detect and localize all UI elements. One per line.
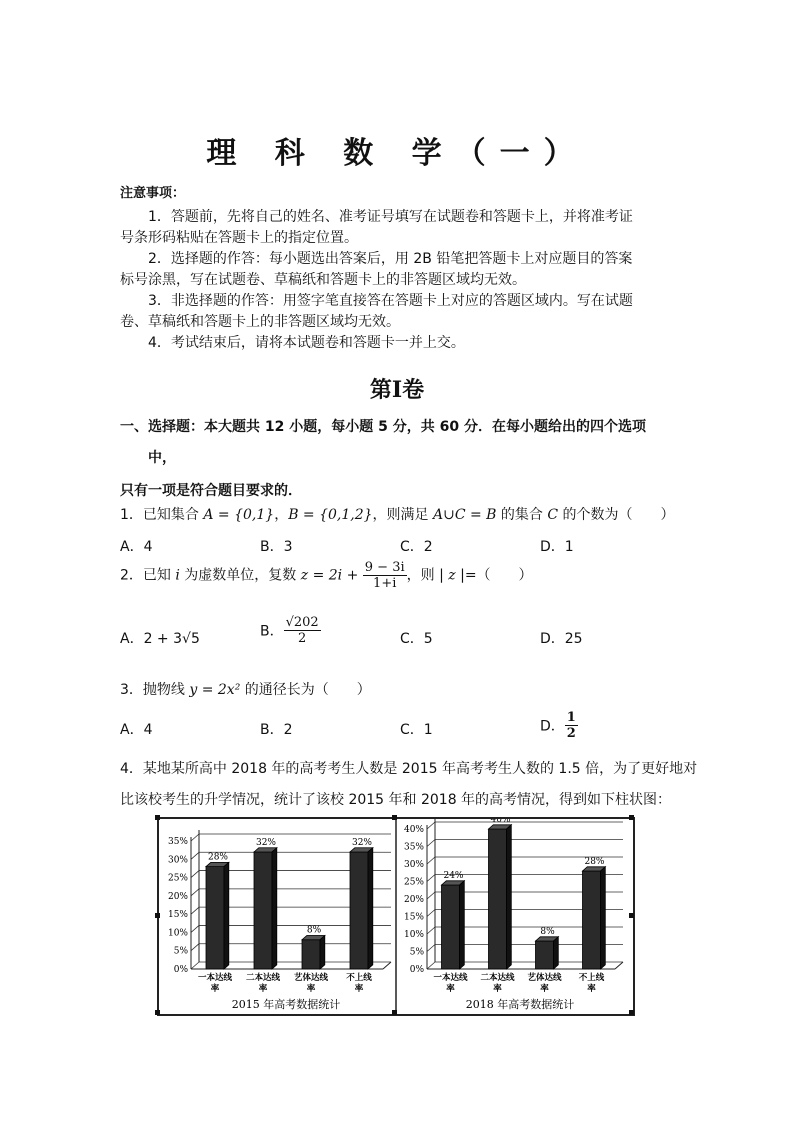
y-tick-label: 15% [167,910,188,921]
notice-line: 标号涂黑，写在试题卷、草稿纸和答题卡上的非答题区域均无效。 [120,272,526,288]
grid-diagonal [191,889,199,896]
x-tick-label: 不上线 [346,973,372,983]
q3-option-d: D． $\frac{1}{2}$ [540,710,576,741]
bar [350,852,368,969]
y-tick-label: 15% [403,912,424,923]
resize-handle [155,1010,160,1015]
floor-edge [383,962,391,969]
bar [536,941,554,969]
part1-heading-cont2: 只有一项是符合题目要求的． [120,483,302,499]
bar-side [224,862,229,969]
y-tick-label: 10% [167,928,188,939]
question-4-line1: 4．某地某所高中 2018 年的高考考生人数是 2015 年高考考生人数的 1.5 倍，为了更好地对 [120,761,698,777]
question-1: 1．已知集合 A = {0,1}，B = {0,1,2}，则满足 A∪C = B 的集合 C 的个数为（ ） [120,507,675,523]
q2-option-c: C．5 [400,631,433,647]
part1-heading: 一、选择题：本大题共 12 小题，每小题 5 分，共 60 分．在每小题给出的四个选项 [120,419,646,435]
notice-heading: 注意事项： [120,186,186,201]
y-tick-label: 5% [409,947,424,958]
notice-line: 2．选择题的作答：每小题选出答案后，用 2B 铅笔把答题卡上对应题目的答案 [148,251,633,267]
grid-diagonal [191,871,199,878]
y-tick-label: 0% [173,965,188,975]
notice-line: 4．考试结束后，请将本试题卷和答题卡一并上交。 [148,335,465,351]
x-tick-label: 率 [210,984,220,994]
bar-side [554,937,559,969]
bar-side [601,867,606,969]
grid-diagonal [191,962,199,969]
y-tick-label: 40% [403,825,424,835]
q1-option-d: D．1 [540,539,574,555]
y-tick-label: 35% [403,842,424,853]
grid-diagonal [427,857,435,864]
grid-diagonal [427,962,435,969]
bar [489,829,507,969]
x-tick-label: 率 [587,984,596,994]
x-tick-label: 率 [258,984,268,994]
figure-frame [157,817,635,1016]
y-tick-label: 5% [173,946,188,957]
y-tick-label: 0% [409,965,424,975]
q3-option-a: A．4 [120,722,153,738]
grid-diagonal [191,852,199,859]
grid-diagonal [191,907,199,914]
floor-edge [615,962,623,969]
page-title: 理 科 数 学（一） [206,136,588,171]
y-tick-label: 30% [167,855,188,866]
bar [583,871,601,969]
x-tick-label: 率 [540,984,549,994]
grid-diagonal [427,875,435,882]
notice-line: 卷、草稿纸和答题卡上的非答题区域均无效。 [120,314,400,330]
data-label: 40% [490,819,511,825]
x-tick-label: 率 [354,984,364,994]
grid-diagonal [427,927,435,934]
grid-diagonal [191,944,199,951]
x-tick-label: 艺体达线 [293,973,329,983]
question-4-line2: 比该校考生的升学情况，统计了该校 2015 年和 2018 年的高考情况，得到如下柱状图： [120,792,672,808]
grid-diagonal [427,945,435,952]
x-tick-label: 率 [446,984,455,994]
bar [302,940,320,969]
chart-title: 2018 年高考数据统计 [465,998,575,1011]
question-3: 3．抛物线 y = 2x² 的通径长为（ ） [120,682,371,698]
bar [206,867,224,969]
bar [442,885,460,969]
y-tick-label: 20% [167,891,188,902]
data-label: 24% [443,871,464,881]
x-tick-label: 率 [493,984,502,994]
resize-handle [155,913,160,918]
x-tick-label: 不上线 [578,973,605,983]
bar-side [320,936,325,969]
resize-handle [629,1010,634,1015]
q2-fraction: $\frac{9 - 3i}{1+i}$ [364,560,405,591]
notice-line: 1．答题前，先将自己的姓名、准考证号填写在试题卷和答题卡上，并将准考证 [148,209,633,225]
q1-option-b: B．3 [260,539,293,555]
x-tick-label: 艺体达线 [527,973,562,983]
q3-option-c: C．1 [400,722,433,738]
q2-option-d: D．25 [540,631,583,647]
x-tick-label: 率 [306,984,316,994]
q2-option-a: A．2 + 3√5 [120,631,200,647]
data-label: 28% [584,857,605,867]
data-label: 8% [540,927,555,937]
bar-side [272,848,277,969]
resize-handle [629,815,634,820]
resize-handle [392,1010,397,1015]
data-label: 8% [306,925,322,936]
resize-handle [155,815,160,820]
resize-handle [629,913,634,918]
data-label: 28% [207,852,229,863]
grid-diagonal [427,840,435,847]
q1-option-a: A．4 [120,539,153,555]
bar-charts [159,819,633,1014]
data-label: 32% [351,837,373,848]
grid-diagonal [191,834,199,841]
data-label: 32% [255,837,277,848]
bar-side [460,881,465,969]
grid-diagonal [191,925,199,932]
q1-option-c: C．2 [400,539,433,555]
notice-line: 3．非选择题的作答：用签字笔直接答在答题卡上对应的答题区域内。写在试题 [148,293,633,309]
chart-title: 2015 年高考数据统计 [231,998,341,1011]
y-tick-label: 30% [403,860,424,870]
part1-heading-cont: 中， [148,450,176,466]
grid-diagonal [427,892,435,899]
grid-diagonal [427,910,435,917]
y-tick-label: 35% [167,837,188,847]
y-tick-label: 20% [403,895,424,905]
q3-option-b: B．2 [260,722,293,738]
question-2: 2．已知 i 为虚数单位，复数 z = 2i + $\frac{9 - 3i}{1+i}$ ，则 | z |=（ ） [120,560,533,591]
section-title: 第Ⅰ卷 [369,377,425,403]
y-tick-label: 25% [167,873,188,884]
x-tick-label: 一本达线 [433,973,468,983]
notice-line: 号条形码粘贴在答题卡上的指定位置。 [120,230,358,246]
bar [254,852,272,969]
x-tick-label: 二本达线 [480,973,515,983]
bar-side [507,825,512,969]
bar-side [368,848,373,969]
y-tick-label: 10% [403,930,424,940]
x-tick-label: 二本达线 [245,973,281,983]
q2-option-b: B． $\frac{√202}{2}$ [260,615,319,646]
grid-diagonal [427,822,435,829]
y-tick-label: 25% [403,877,424,888]
x-tick-label: 一本达线 [197,973,233,983]
resize-handle [392,815,397,820]
